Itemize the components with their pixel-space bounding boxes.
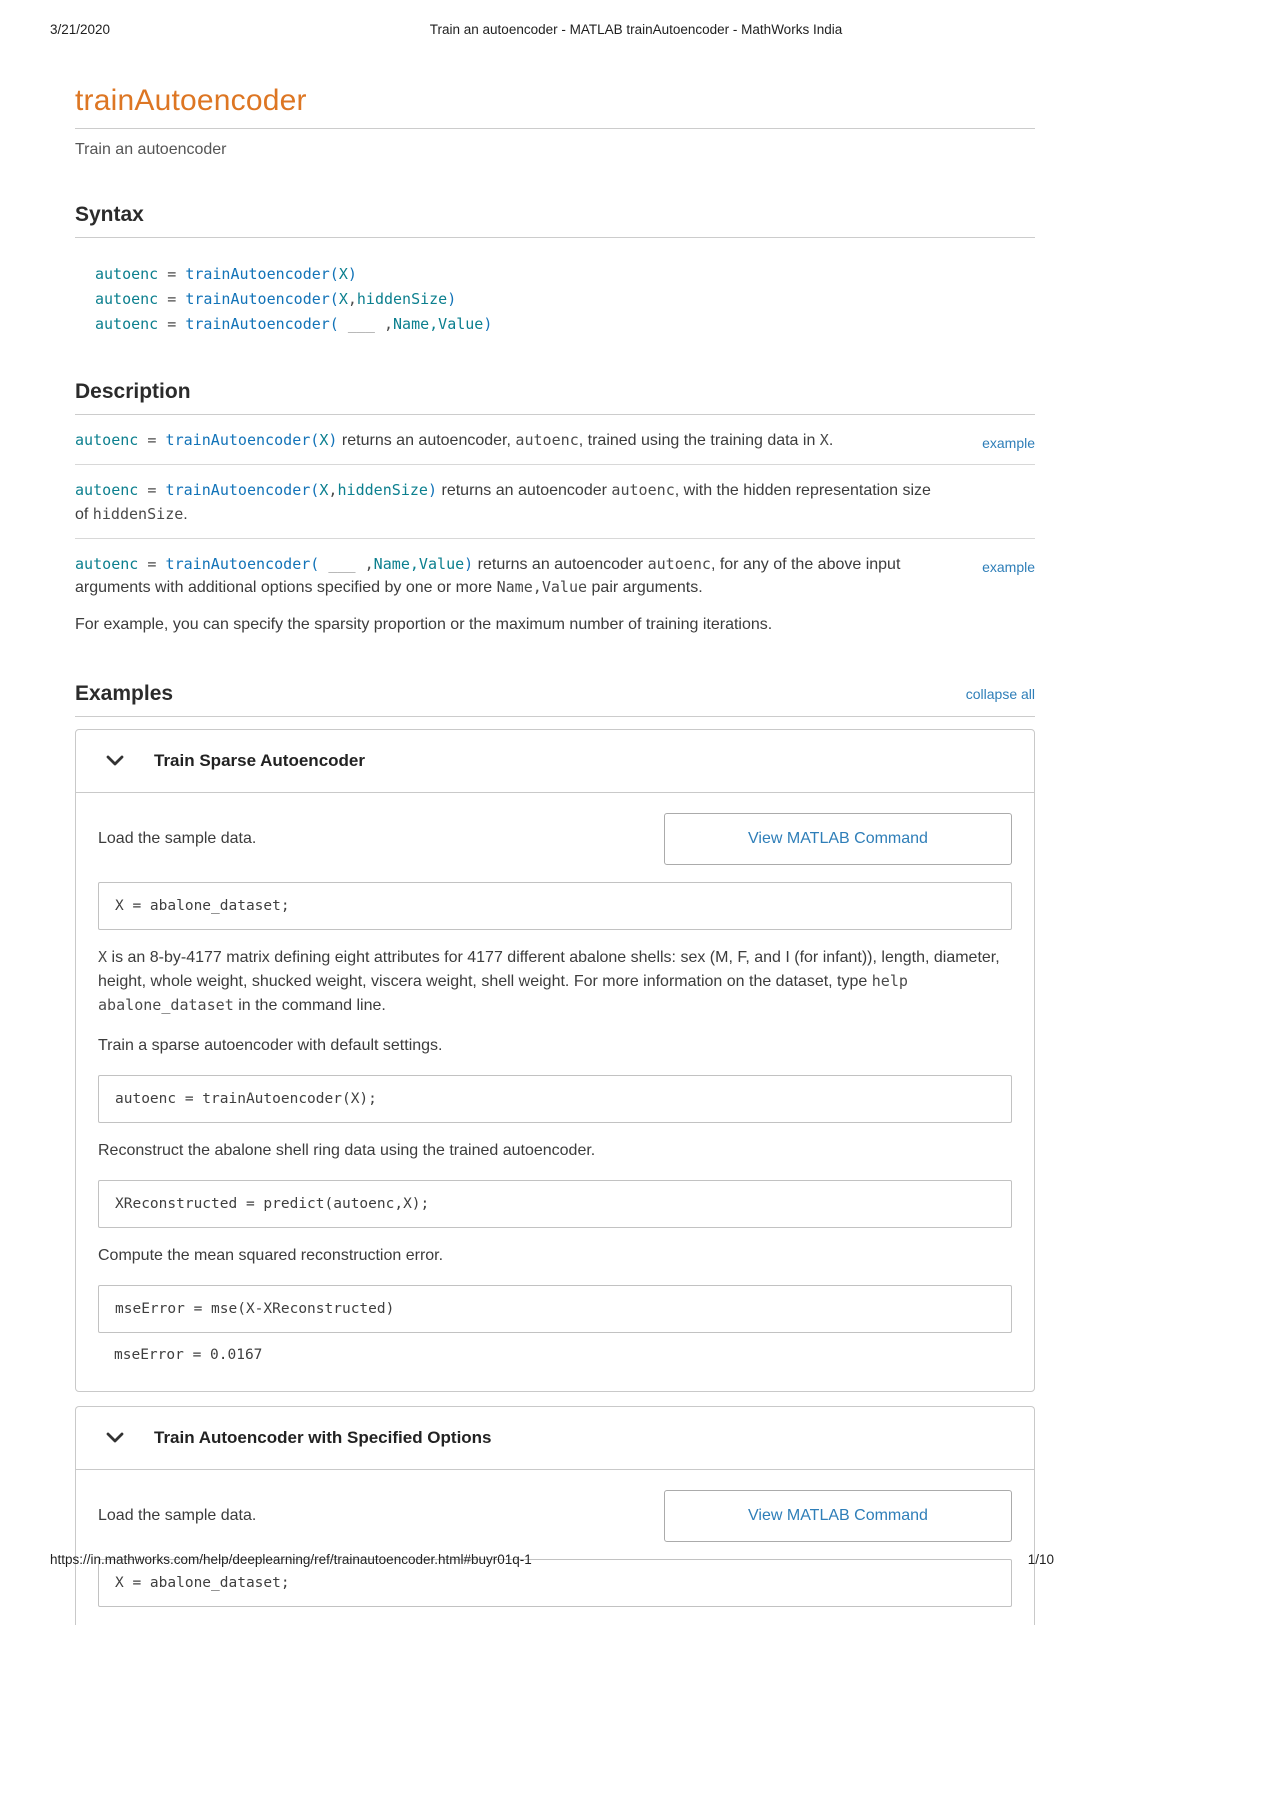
- text-fragment-op: =: [158, 314, 186, 333]
- chevron-down-icon[interactable]: [106, 1432, 124, 1444]
- text-fragment-op: ,: [328, 481, 338, 500]
- text-fragment-var: autoenc: [95, 289, 159, 308]
- text-fragment-code: autoenc: [611, 481, 675, 500]
- example-paragraph: Compute the mean squared reconstruction error.: [98, 1247, 444, 1265]
- code-text: X = abalone_dataset;: [115, 1575, 290, 1592]
- text-fragment-fn: ): [483, 314, 493, 333]
- text-fragment-op: ,: [347, 289, 357, 308]
- text-fragment-code: X: [819, 431, 829, 450]
- text-fragment-code: help abalone_dataset: [98, 972, 908, 1015]
- print-doc-title: Train an autoencoder - MATLAB trainAutoencoder - MathWorks India: [429, 22, 843, 37]
- example-body: [76, 793, 1034, 1391]
- text-fragment-plain: , trained using the training data in: [578, 432, 820, 450]
- examples-divider: [75, 716, 1035, 717]
- print-footer: [50, 1552, 1054, 1567]
- text-fragment-blank: ___: [319, 554, 365, 573]
- example-paragraph: Load the sample data.: [98, 830, 257, 848]
- description-paragraph-1: [75, 429, 947, 452]
- example-section-sparse-autoencoder: [75, 729, 1035, 1392]
- print-url: https://in.mathworks.com/help/deeplearning/ref/trainautoencoder.html#buyr01q-1: [50, 1552, 532, 1567]
- example-body: [76, 1470, 1034, 1625]
- syntax-line-2: [95, 287, 1035, 312]
- load-row: [98, 813, 1012, 865]
- code-block: [98, 882, 1012, 930]
- examples-header: [75, 682, 1035, 716]
- example-section-specified-options: [75, 1406, 1035, 1625]
- view-matlab-command-button[interactable]: View MATLAB Command: [664, 1490, 1012, 1542]
- description-note: For example, you can specify the sparsity proportion or the maximum number of training iterations.: [75, 616, 773, 634]
- code-block: [98, 1180, 1012, 1228]
- example-paragraph: Load the sample data.: [98, 1507, 257, 1525]
- description-heading: Description: [75, 380, 191, 404]
- code-text: XReconstructed = predict(autoenc,X);: [115, 1196, 430, 1213]
- page-title: trainAutoencoder: [75, 84, 307, 117]
- code-text: mseError = mse(X-XReconstructed): [115, 1301, 395, 1318]
- paragraph-divider: [75, 538, 1035, 539]
- example-paragraph: Train a sparse autoencoder with default settings.: [98, 1037, 443, 1055]
- description-divider: [75, 414, 1035, 415]
- text-fragment-var: autoenc: [95, 314, 159, 333]
- view-matlab-command-button[interactable]: View MATLAB Command: [664, 813, 1012, 865]
- code-text: X = abalone_dataset;: [115, 898, 290, 915]
- text-fragment-fn: ): [447, 289, 457, 308]
- load-row: [98, 1490, 1012, 1542]
- example-link-1[interactable]: example: [982, 435, 1035, 452]
- text-fragment-plain: in the command line.: [233, 997, 386, 1015]
- syntax-divider: [75, 237, 1035, 238]
- text-fragment-fn: trainAutoencoder(: [165, 554, 320, 573]
- text-fragment-var: X: [338, 265, 348, 283]
- text-fragment-fn: trainAutoencoder(: [185, 289, 339, 308]
- chevron-down-icon[interactable]: [106, 755, 124, 767]
- print-header: [0, 22, 1272, 37]
- text-fragment-op: ,: [364, 554, 374, 573]
- text-fragment-blank: ___: [338, 314, 384, 333]
- text-fragment-var: autoenc: [75, 431, 139, 450]
- code-block: [98, 1285, 1012, 1333]
- example-header-toggle[interactable]: [76, 1407, 1034, 1470]
- text-fragment-op: =: [138, 431, 166, 450]
- text-fragment-var: X: [319, 481, 329, 500]
- description-paragraph-2: [75, 479, 947, 525]
- example-link-2[interactable]: example: [982, 558, 1035, 575]
- text-fragment-fn: trainAutoencoder(: [165, 481, 320, 500]
- text-fragment-fn: trainAutoencoder(: [165, 431, 320, 450]
- text-fragment-fn: ): [347, 265, 357, 283]
- examples-heading: Examples: [75, 682, 174, 706]
- text-fragment-code: autoenc: [515, 431, 579, 450]
- text-fragment-code: autoenc: [647, 554, 711, 573]
- text-fragment-op: =: [138, 554, 166, 573]
- text-fragment-code: X: [98, 948, 108, 967]
- text-fragment-code: Name,Value: [496, 578, 588, 596]
- text-fragment-var: hiddenSize: [337, 481, 428, 500]
- text-fragment-fn: trainAutoencoder(: [185, 265, 339, 283]
- text-fragment-code: hiddenSize: [92, 504, 184, 523]
- text-fragment-op: ,: [384, 314, 394, 333]
- example-header-toggle[interactable]: [76, 730, 1034, 793]
- text-fragment-var: Name,Value: [373, 554, 465, 573]
- example-paragraph: [98, 946, 1010, 1018]
- text-fragment-var: Name,Value: [393, 314, 484, 333]
- main-content: [75, 68, 1035, 1625]
- text-fragment-var: autoenc: [75, 554, 139, 573]
- text-fragment-plain: returns an autoencoder,: [337, 432, 516, 450]
- text-fragment-fn: ): [427, 481, 438, 500]
- text-fragment-var: autoenc: [95, 265, 159, 283]
- text-fragment-plain: .: [183, 505, 188, 523]
- text-fragment-op: =: [158, 289, 186, 308]
- print-page-number: 1/10: [1027, 1552, 1054, 1567]
- text-fragment-var: autoenc: [75, 481, 139, 500]
- text-fragment-plain: pair arguments.: [587, 579, 703, 596]
- text-fragment-fn: trainAutoencoder(: [185, 314, 339, 333]
- page-subtitle: Train an autoencoder: [75, 141, 227, 158]
- text-fragment-plain: returns an autoencoder: [473, 555, 648, 573]
- syntax-line-3: [95, 312, 1035, 337]
- example-paragraph: Reconstruct the abalone shell ring data using the trained autoencoder.: [98, 1142, 596, 1160]
- description-paragraph-3: [75, 553, 947, 599]
- syntax-heading: Syntax: [75, 203, 144, 226]
- text-fragment-plain: , with the hidden representation size of: [75, 482, 931, 523]
- text-fragment-fn: ): [328, 431, 338, 450]
- text-fragment-op: =: [158, 265, 186, 283]
- print-date: 3/21/2020: [50, 22, 111, 37]
- code-output: mseError = 0.0167: [114, 1347, 263, 1364]
- example-title: Train Autoencoder with Specified Options: [154, 1428, 492, 1448]
- syntax-line-1: [95, 262, 1035, 287]
- text-fragment-fn: ): [464, 554, 474, 573]
- text-fragment-var: hiddenSize: [356, 289, 448, 308]
- description-item-3: [75, 553, 1035, 637]
- description-item-2: [75, 479, 1035, 525]
- example-title: Train Sparse Autoencoder: [154, 751, 365, 771]
- title-divider: [75, 128, 1035, 129]
- code-text: autoenc = trainAutoencoder(X);: [115, 1091, 377, 1108]
- syntax-code-block: [95, 262, 1035, 336]
- text-fragment-plain: .: [828, 432, 834, 450]
- text-fragment-plain: returns an autoencoder: [437, 482, 612, 500]
- text-fragment-plain: is an 8-by-4177 matrix defining eight attributes for 4177 different abalone shells: sex (M, F, and I (for infant)), length, diameter, height, whole weight, shucked weight, viscera weight, shell weight. For more information on the dataset, type: [98, 949, 1000, 991]
- text-fragment-plain: , for any of the above input arguments with additional options specified by one or more: [75, 555, 901, 596]
- paragraph-divider: [75, 464, 1035, 465]
- text-fragment-var: X: [319, 431, 329, 450]
- text-fragment-var: X: [338, 289, 348, 308]
- collapse-all-link[interactable]: collapse all: [965, 686, 1035, 703]
- description-item-1: [75, 429, 1035, 452]
- code-block: [98, 1075, 1012, 1123]
- text-fragment-op: =: [138, 481, 166, 500]
